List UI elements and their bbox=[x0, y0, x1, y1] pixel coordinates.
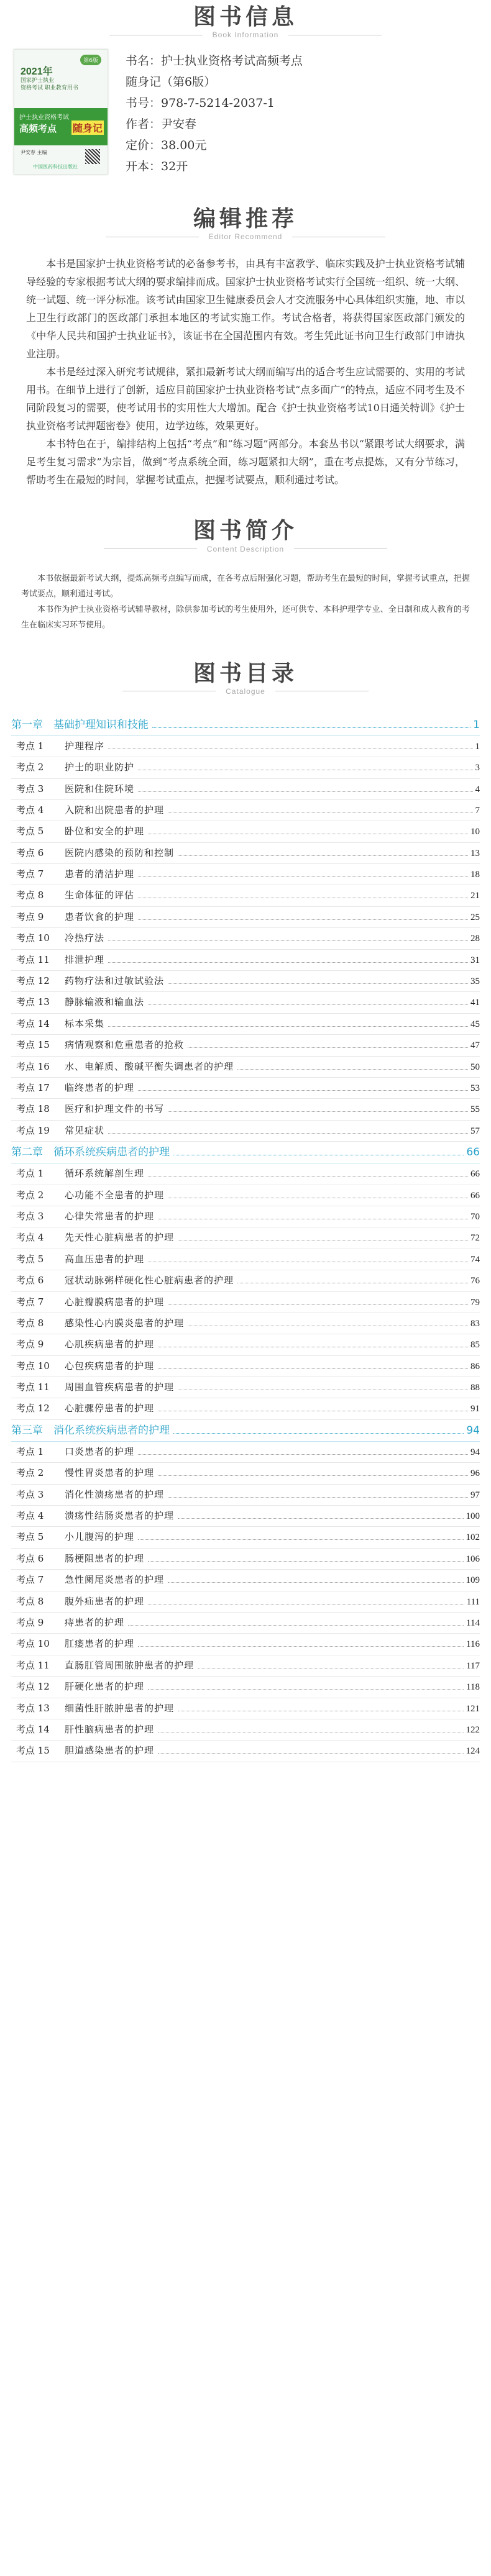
toc-item[interactable] bbox=[11, 1163, 480, 1185]
item-title: 心包疾病患者的护理 bbox=[65, 1360, 155, 1372]
leader-dots bbox=[138, 1645, 464, 1647]
item-page: 25 bbox=[470, 912, 480, 922]
item-page: 45 bbox=[470, 1019, 480, 1029]
item-label: 考点 11 bbox=[16, 1381, 50, 1393]
item-page: 7 bbox=[475, 805, 480, 816]
item-page: 109 bbox=[466, 1575, 480, 1586]
intro-paragraph: 本书作为护士执业资格考试辅导教材，除供参加考试的考生使用外，还可供专、本科护理学专业、全日制和成人教育的考生在临床实习环节使用。 bbox=[21, 604, 470, 630]
toc-item[interactable] bbox=[11, 1527, 480, 1548]
chapter-page: 94 bbox=[466, 1424, 480, 1437]
toc-chapter[interactable] bbox=[11, 1420, 480, 1442]
leader-dots bbox=[108, 748, 472, 749]
book-author: 作者：尹安春 bbox=[126, 117, 197, 132]
leader-dots bbox=[237, 1068, 468, 1070]
toc-item[interactable] bbox=[11, 736, 480, 757]
item-label: 考点 3 bbox=[16, 1210, 44, 1222]
item-title: 胆道感染患者的护理 bbox=[65, 1745, 155, 1757]
item-page: 85 bbox=[470, 1340, 480, 1350]
toc-chapter[interactable] bbox=[11, 1142, 480, 1163]
item-label: 考点 4 bbox=[16, 1510, 44, 1522]
editor-paragraph: 本书是国家护士执业资格考试的必备参考书，由具有丰富教学、临床实践及护士执业资格考试辅导经验的专家根据考试大纲的要求编排而成。国家护士执业资格考试实行全国统一组织、统一大纲、统一试题、统一评分标准。该考试由国家卫生健康委员会人才交流服务中心具体组织实施，地、市以上卫生行政部门的医政部门承担本地区的考试实施工作。考试合格者，将获得国家医政部门颁发的《中华人民共和国护士执业证书》，该证书在全国范围内有效。考生凭此证书向卫生行政部门申请执业注册。 bbox=[26, 258, 465, 360]
toc-item[interactable] bbox=[11, 950, 480, 971]
item-page: 66 bbox=[470, 1169, 480, 1180]
item-label: 考点 11 bbox=[16, 1659, 50, 1671]
toc-item[interactable] bbox=[11, 1570, 480, 1591]
item-label: 考点 2 bbox=[16, 762, 44, 773]
leader-dots bbox=[188, 1047, 468, 1048]
item-title: 心脏瓣膜病患者的护理 bbox=[65, 1296, 165, 1308]
leader-dots bbox=[168, 1197, 468, 1198]
item-title: 护理程序 bbox=[65, 740, 105, 752]
item-label: 考点 7 bbox=[16, 1574, 44, 1586]
toc-item[interactable] bbox=[11, 992, 480, 1013]
item-page: 74 bbox=[470, 1254, 480, 1265]
toc-item[interactable] bbox=[11, 1591, 480, 1613]
item-title: 痔患者的护理 bbox=[65, 1616, 125, 1628]
table-of-contents bbox=[0, 714, 491, 1762]
item-title: 循环系统解剖生理 bbox=[65, 1168, 145, 1180]
toc-item[interactable] bbox=[11, 1078, 480, 1099]
item-label: 考点 5 bbox=[16, 1531, 44, 1543]
leader-dots bbox=[108, 962, 468, 963]
item-label: 考点 7 bbox=[16, 868, 44, 880]
item-label: 考点 5 bbox=[16, 826, 44, 837]
cover-band-small: 护士执业资格考试 bbox=[19, 114, 69, 122]
toc-item[interactable] bbox=[11, 1677, 480, 1698]
toc-item[interactable] bbox=[11, 885, 480, 906]
leader-dots bbox=[148, 1688, 464, 1690]
toc-item[interactable] bbox=[11, 1398, 480, 1419]
toc-item[interactable] bbox=[11, 1463, 480, 1484]
toc-item[interactable] bbox=[11, 1442, 480, 1463]
toc-item[interactable] bbox=[11, 1655, 480, 1677]
item-page: 111 bbox=[466, 1596, 480, 1607]
leader-dots bbox=[188, 1325, 468, 1326]
item-title: 药物疗法和过敏试验法 bbox=[65, 975, 165, 987]
toc-item[interactable] bbox=[11, 779, 480, 800]
intro-paragraph: 本书依据最新考试大纲，提炼高频考点编写而成，在各考点后附强化习题，帮助考生在最短的时间，掌握考试重点，把握考试要点，顺利通过考试。 bbox=[21, 573, 470, 599]
item-label: 考点 1 bbox=[16, 1168, 44, 1180]
item-label: 考点 10 bbox=[16, 1638, 50, 1650]
leader-dots bbox=[178, 855, 468, 856]
leader-dots bbox=[138, 1539, 463, 1540]
item-page: 13 bbox=[470, 848, 480, 858]
item-label: 考点 8 bbox=[16, 890, 44, 901]
toc-item[interactable] bbox=[11, 1057, 480, 1078]
item-page: 117 bbox=[466, 1660, 480, 1671]
leader-dots bbox=[158, 1346, 468, 1347]
item-label: 考点 7 bbox=[16, 1296, 44, 1308]
toc-item[interactable] bbox=[11, 1014, 480, 1035]
leader-dots bbox=[148, 1560, 463, 1562]
qr-code-icon bbox=[85, 149, 100, 164]
item-page: 66 bbox=[470, 1190, 480, 1201]
item-label: 考点 3 bbox=[16, 783, 44, 794]
toc-item[interactable] bbox=[11, 1292, 480, 1313]
item-label: 考点 2 bbox=[16, 1467, 44, 1479]
item-page: 3 bbox=[475, 763, 480, 773]
item-title: 排泄护理 bbox=[65, 953, 105, 965]
leader-dots bbox=[138, 769, 472, 770]
item-label: 考点 11 bbox=[16, 953, 50, 965]
book-title-cont: 随身记（第6版） bbox=[126, 75, 216, 89]
leader-dots bbox=[168, 1111, 468, 1112]
toc-item[interactable] bbox=[11, 1121, 480, 1142]
toc-item[interactable] bbox=[11, 864, 480, 885]
leader-dots bbox=[173, 1432, 464, 1434]
leader-dots bbox=[158, 1731, 463, 1732]
item-title: 直肠肛管周围脓肿患者的护理 bbox=[65, 1659, 195, 1671]
item-page: 116 bbox=[466, 1639, 480, 1650]
item-page: 70 bbox=[470, 1211, 480, 1222]
cover-band-big: 高频考点 bbox=[19, 123, 57, 135]
item-page: 18 bbox=[470, 870, 480, 880]
item-title: 消化性溃疡患者的护理 bbox=[65, 1488, 165, 1500]
item-title: 心功能不全患者的护理 bbox=[65, 1189, 165, 1201]
toc-chapter[interactable] bbox=[11, 714, 480, 736]
toc-item[interactable] bbox=[11, 1634, 480, 1655]
item-title: 慢性胃炎患者的护理 bbox=[65, 1467, 155, 1479]
item-title: 病情观察和危重患者的抢救 bbox=[65, 1039, 185, 1051]
item-page: 76 bbox=[470, 1276, 480, 1286]
item-label: 考点 15 bbox=[16, 1039, 50, 1051]
leader-dots bbox=[168, 1304, 468, 1305]
chapter-title: 第二章 循环系统疾病患者的护理 bbox=[11, 1146, 170, 1159]
toc-item[interactable] bbox=[11, 1698, 480, 1719]
leader-dots bbox=[128, 1624, 464, 1626]
leader-dots bbox=[173, 1154, 464, 1155]
item-title: 患者饮食的护理 bbox=[65, 911, 135, 922]
section-title-intro: 图书简介 bbox=[193, 517, 298, 544]
item-title: 卧位和安全的护理 bbox=[65, 826, 145, 837]
item-title: 心脏骤停患者的护理 bbox=[65, 1403, 155, 1414]
chapter-title: 第一章 基础护理知识和技能 bbox=[11, 718, 149, 731]
item-title: 患者的清洁护理 bbox=[65, 868, 135, 880]
item-label: 考点 1 bbox=[16, 1445, 44, 1457]
item-title: 入院和出院患者的护理 bbox=[65, 804, 165, 816]
toc-item[interactable] bbox=[11, 843, 480, 864]
section-subtitle-editor: Editor Recommend bbox=[208, 232, 283, 242]
item-page: 88 bbox=[470, 1383, 480, 1393]
item-title: 生命体征的评估 bbox=[65, 890, 135, 901]
item-title: 腹外疝患者的护理 bbox=[65, 1595, 145, 1607]
item-page: 102 bbox=[466, 1532, 480, 1543]
leader-dots bbox=[138, 1090, 468, 1091]
chapter-title: 第三章 消化系统疾病患者的护理 bbox=[11, 1424, 170, 1437]
item-title: 感染性心内膜炎患者的护理 bbox=[65, 1317, 185, 1329]
item-title: 周围血管疾病患者的护理 bbox=[65, 1381, 175, 1393]
section-subtitle-book-info: Book Information bbox=[212, 30, 279, 40]
leader-dots bbox=[158, 1218, 468, 1219]
item-page: 1 bbox=[475, 741, 480, 752]
leader-dots bbox=[138, 876, 468, 877]
item-label: 考点 12 bbox=[16, 1681, 50, 1693]
cover-publisher: 中国医药科技出版社 bbox=[33, 164, 78, 170]
cover-title-band bbox=[14, 108, 108, 145]
leader-dots bbox=[168, 812, 472, 813]
item-title: 冠状动脉粥样硬化性心脏病患者的护理 bbox=[65, 1275, 234, 1286]
item-page: 50 bbox=[470, 1062, 480, 1072]
leader-dots bbox=[108, 940, 468, 941]
item-label: 考点 16 bbox=[16, 1060, 50, 1072]
item-page: 114 bbox=[466, 1618, 480, 1628]
item-page: 94 bbox=[470, 1447, 480, 1457]
leader-dots bbox=[198, 1667, 464, 1668]
item-label: 考点 5 bbox=[16, 1253, 44, 1265]
item-label: 考点 12 bbox=[16, 975, 50, 987]
leader-dots bbox=[158, 1368, 468, 1369]
cover-line1: 国家护士执业 bbox=[21, 78, 55, 84]
book-format: 开本：32开 bbox=[126, 160, 188, 174]
leader-dots bbox=[237, 1282, 468, 1283]
leader-dots bbox=[138, 897, 468, 898]
item-title: 冷热疗法 bbox=[65, 932, 105, 944]
item-page: 72 bbox=[470, 1233, 480, 1244]
leader-dots bbox=[148, 833, 468, 834]
section-subtitle-catalog: Catalogue bbox=[226, 686, 265, 696]
item-page: 53 bbox=[470, 1083, 480, 1093]
item-label: 考点 14 bbox=[16, 1017, 50, 1029]
item-label: 考点 6 bbox=[16, 847, 44, 858]
leader-dots bbox=[178, 1710, 463, 1711]
item-label: 考点 2 bbox=[16, 1189, 44, 1201]
item-title: 医疗和护理文件的书写 bbox=[65, 1103, 165, 1115]
item-page: 86 bbox=[470, 1361, 480, 1372]
item-page: 122 bbox=[466, 1724, 480, 1735]
toc-item[interactable] bbox=[11, 1035, 480, 1056]
item-page: 100 bbox=[466, 1511, 480, 1522]
item-title: 常见症状 bbox=[65, 1124, 105, 1136]
item-title: 高血压患者的护理 bbox=[65, 1253, 145, 1265]
item-page: 10 bbox=[470, 827, 480, 837]
item-page: 57 bbox=[470, 1126, 480, 1136]
toc-item[interactable] bbox=[11, 1356, 480, 1377]
toc-item[interactable] bbox=[11, 1270, 480, 1291]
item-page: 4 bbox=[475, 784, 480, 794]
item-title: 静脉输液和输血法 bbox=[65, 996, 145, 1008]
item-page: 47 bbox=[470, 1040, 480, 1051]
book-isbn: 书号：978-7-5214-2037-1 bbox=[126, 96, 275, 111]
leader-dots bbox=[138, 1454, 468, 1455]
toc-item[interactable] bbox=[11, 1506, 480, 1527]
book-price: 定价：38.00元 bbox=[126, 139, 207, 153]
leader-dots bbox=[148, 1603, 464, 1604]
editor-paragraph: 本书是经过深入研究考试规律，紧扣最新考试大纲而编写出的适合考生应试需要的、实用的考试用书。在细节上进行了创新，适应目前国家护士执业资格考试“点多面广”的特点，适应不同考生及不同阶段复习的需要，使考试用书的实用性大大增加。配合《护士执业资格考试10日通关特训》《护士执业资格考试押题密卷》使用，边学边练，效果更好。 bbox=[26, 366, 465, 432]
item-label: 考点 12 bbox=[16, 1403, 50, 1414]
cover-line2: 资格考试 职业教育用书 bbox=[21, 85, 78, 92]
item-page: 41 bbox=[470, 998, 480, 1008]
item-label: 考点 4 bbox=[16, 804, 44, 816]
leader-dots bbox=[178, 1389, 468, 1390]
section-subtitle-intro: Content Description bbox=[206, 544, 285, 553]
book-cover bbox=[14, 49, 108, 175]
item-title: 急性阑尾炎患者的护理 bbox=[65, 1574, 165, 1586]
item-label: 考点 9 bbox=[16, 1616, 44, 1628]
item-title: 医院内感染的预防和控制 bbox=[65, 847, 175, 858]
item-label: 考点 13 bbox=[16, 996, 50, 1008]
item-title: 溃疡性结肠炎患者的护理 bbox=[65, 1510, 175, 1522]
item-page: 28 bbox=[470, 934, 480, 944]
toc-item[interactable] bbox=[11, 1227, 480, 1249]
toc-item[interactable] bbox=[11, 1485, 480, 1506]
item-title: 细菌性肝脓肿患者的护理 bbox=[65, 1702, 175, 1714]
item-label: 考点 1 bbox=[16, 740, 44, 752]
leader-dots bbox=[108, 1132, 468, 1134]
leader-dots bbox=[148, 1261, 468, 1262]
section-title-book-info: 图书信息 bbox=[193, 4, 298, 30]
item-page: 55 bbox=[470, 1104, 480, 1115]
leader-dots bbox=[168, 1496, 468, 1498]
item-page: 97 bbox=[470, 1490, 480, 1500]
toc-item[interactable] bbox=[11, 907, 480, 928]
item-label: 考点 9 bbox=[16, 911, 44, 922]
item-page: 31 bbox=[470, 955, 480, 965]
item-title: 心律失常患者的护理 bbox=[65, 1210, 155, 1222]
item-label: 考点 6 bbox=[16, 1552, 44, 1564]
item-title: 肝性脑病患者的护理 bbox=[65, 1723, 155, 1735]
editor-text bbox=[0, 255, 491, 489]
section-title-editor: 编辑推荐 bbox=[193, 206, 298, 232]
item-title: 口炎患者的护理 bbox=[65, 1445, 135, 1457]
toc-item[interactable] bbox=[11, 928, 480, 949]
item-title: 肛瘘患者的护理 bbox=[65, 1638, 135, 1650]
item-page: 35 bbox=[470, 976, 480, 987]
toc-item[interactable] bbox=[11, 821, 480, 842]
item-label: 考点 17 bbox=[16, 1082, 50, 1093]
item-page: 121 bbox=[466, 1703, 480, 1714]
item-page: 79 bbox=[470, 1297, 480, 1308]
toc-item[interactable] bbox=[11, 1185, 480, 1206]
toc-item[interactable] bbox=[11, 1549, 480, 1570]
toc-item[interactable] bbox=[11, 1741, 480, 1762]
item-label: 考点 6 bbox=[16, 1275, 44, 1286]
item-page: 96 bbox=[470, 1468, 480, 1479]
toc-item[interactable] bbox=[11, 1719, 480, 1741]
item-title: 护士的职业防护 bbox=[65, 762, 135, 773]
toc-item[interactable] bbox=[11, 757, 480, 778]
toc-item[interactable] bbox=[11, 971, 480, 992]
item-page: 118 bbox=[466, 1682, 480, 1693]
item-label: 考点 19 bbox=[16, 1124, 50, 1136]
leader-dots bbox=[158, 1752, 463, 1754]
editor-paragraph: 本书特色在于，编排结构上包括“考点”和“练习题”两部分。本套丛书以“紧跟考试大纲要求，满足考生复习需求”为宗旨，做到“考点系统全面，练习题紧扣大纲”，重在考点提炼，又有分节练习，帮助考生在最短的时间，掌握考试重点，把握考试要点，顺利通过考试。 bbox=[26, 438, 465, 486]
item-label: 考点 13 bbox=[16, 1702, 50, 1714]
item-title: 临终患者的护理 bbox=[65, 1082, 135, 1093]
leader-dots bbox=[158, 1410, 468, 1411]
leader-dots bbox=[178, 1239, 468, 1240]
section-title-catalog: 图书目录 bbox=[193, 660, 298, 686]
item-title: 医院和住院环境 bbox=[65, 783, 135, 794]
toc-item[interactable] bbox=[11, 800, 480, 821]
item-label: 考点 18 bbox=[16, 1103, 50, 1115]
leader-dots bbox=[168, 983, 468, 984]
leader-dots bbox=[138, 919, 468, 920]
item-title: 先天性心脏病患者的护理 bbox=[65, 1232, 175, 1244]
item-title: 心肌疾病患者的护理 bbox=[65, 1339, 155, 1350]
item-title: 肠梗阻患者的护理 bbox=[65, 1552, 145, 1564]
item-label: 考点 14 bbox=[16, 1723, 50, 1735]
toc-item[interactable] bbox=[11, 1313, 480, 1334]
cover-edition-badge: 第6版 bbox=[80, 55, 101, 65]
item-page: 124 bbox=[466, 1746, 480, 1757]
item-title: 标本采集 bbox=[65, 1017, 105, 1029]
item-page: 91 bbox=[470, 1404, 480, 1414]
leader-dots bbox=[148, 1175, 468, 1176]
book-title: 书名：护士执业资格考试高频考点 bbox=[126, 54, 303, 68]
leader-dots bbox=[152, 727, 470, 728]
item-label: 考点 4 bbox=[16, 1232, 44, 1244]
intro-text bbox=[0, 571, 491, 633]
item-page: 83 bbox=[470, 1318, 480, 1329]
cover-band-tag: 随身记 bbox=[71, 121, 104, 135]
item-label: 考点 15 bbox=[16, 1745, 50, 1757]
chapter-page: 1 bbox=[473, 718, 480, 731]
toc-item[interactable] bbox=[11, 1613, 480, 1634]
item-title: 水、电解质、酸碱平衡失调患者的护理 bbox=[65, 1060, 234, 1072]
cover-author: 尹安春 主编 bbox=[21, 150, 47, 156]
leader-dots bbox=[158, 1475, 468, 1476]
item-label: 考点 8 bbox=[16, 1317, 44, 1329]
toc-item[interactable] bbox=[11, 1099, 480, 1120]
leader-dots bbox=[148, 1004, 468, 1005]
chapter-page: 66 bbox=[466, 1146, 480, 1159]
toc-item[interactable] bbox=[11, 1377, 480, 1398]
item-title: 小儿腹泻的护理 bbox=[65, 1531, 135, 1543]
leader-dots bbox=[178, 1518, 463, 1519]
item-label: 考点 10 bbox=[16, 1360, 50, 1372]
cover-year: 2021年 bbox=[21, 66, 53, 78]
item-page: 21 bbox=[470, 891, 480, 901]
item-label: 考点 8 bbox=[16, 1595, 44, 1607]
item-label: 考点 9 bbox=[16, 1339, 44, 1350]
leader-dots bbox=[138, 791, 472, 792]
item-title: 肝硬化患者的护理 bbox=[65, 1681, 145, 1693]
item-label: 考点 3 bbox=[16, 1488, 44, 1500]
toc-item[interactable] bbox=[11, 1206, 480, 1227]
item-page: 106 bbox=[466, 1554, 480, 1564]
leader-dots bbox=[108, 1026, 468, 1027]
leader-dots bbox=[168, 1582, 463, 1583]
toc-item[interactable] bbox=[11, 1249, 480, 1270]
book-info-list bbox=[126, 50, 461, 177]
toc-item[interactable] bbox=[11, 1334, 480, 1355]
item-label: 考点 10 bbox=[16, 932, 50, 944]
